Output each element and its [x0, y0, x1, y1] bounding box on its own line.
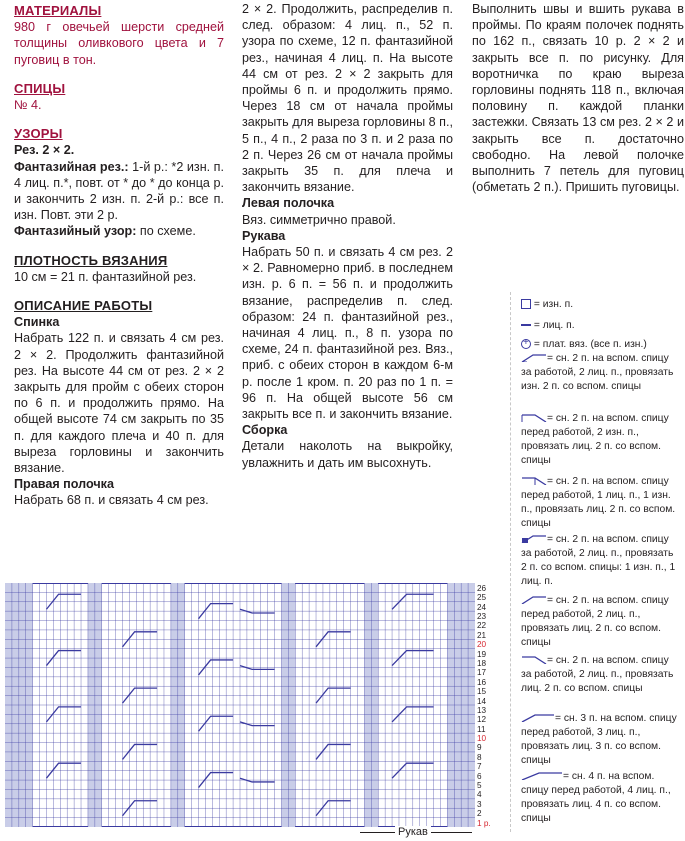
row-number: 3: [477, 799, 482, 809]
fancy-pattern-text: по схеме.: [139, 224, 196, 239]
knitting-chart: [5, 583, 475, 827]
cable-8-symbol-icon: [521, 772, 563, 780]
legend-cable-8: [521, 770, 681, 826]
row-number: 17: [477, 668, 487, 678]
materials-heading: МАТЕРИАЛЫ: [14, 3, 102, 18]
legend-cable-7: [521, 712, 681, 768]
fancy-pattern-paragraph: [14, 223, 224, 239]
legend-twisted: [521, 338, 681, 352]
row-number: 18: [477, 659, 487, 668]
legend-cable-4-text: = сн. 2 п. на вспом. спицу за работой, 2 лиц. п., провязать 2 п. со вспом. спицы: 1 изн. п., 1 лиц. п.: [521, 534, 676, 587]
legend-knit-text: = лиц. п.: [533, 320, 575, 331]
legend-cable-1-text: = сн. 2 п. на вспом. спицу за работой, 2 лиц. п., провязать изн. 2 п. со вспом. спицы: [521, 353, 674, 392]
cable-5-symbol-icon: [521, 596, 547, 604]
legend-cable-2: [521, 412, 681, 468]
column-3: [472, 1, 684, 195]
twisted-symbol-icon: [521, 339, 531, 349]
patterns-heading: УЗОРЫ: [14, 126, 63, 142]
knit-symbol-icon: [521, 324, 531, 326]
row-number: 1 р.: [477, 818, 491, 828]
legend-cable-6-text: = сн. 2 п. на вспом. спицу за работой, 2 лиц. п., провязать лиц. 2 п. со вспом. спицы: [521, 655, 674, 694]
legend-cable-5: [521, 594, 681, 650]
rib-title: Рез. 2 × 2.: [14, 143, 75, 158]
fancy-rib-paragraph: [14, 159, 224, 224]
legend-cable-5-text: = сн. 2 п. на вспом. спицу перед работой, 2 лиц. п., провязать лиц. 2 п. со вспом. спицы: [521, 595, 669, 648]
row-number: 7: [477, 762, 482, 772]
chart-legend: [510, 292, 678, 832]
back-text: Набрать 122 п. и связать 4 см рез. 2 × 2. Продолжить фантазийной рез. На высоте 44 см от рез. 2 × 2 закрыть для пройм с обеих сторон по 6 п. и продолжить прямо. На общей высоте 74 см закрыть по 35 п. для каждого плеча и 40 п. для выреза горловины и закончить вязание.: [14, 331, 224, 476]
fancy-rib-text: 1-й р.: *2 изн. п. 4 лиц. п.*, повт. от * до * до конца р. и закончить 2 изн. п. 2-й р.: все п. изн. Повт. эти 2 р.: [14, 159, 224, 223]
fancy-rib-label: Фантазийная рез.:: [14, 159, 129, 174]
legend-cable-7-text: = сн. 3 п. на вспом. спицу перед работой, 3 лиц. п., провязать лиц. 3 п. со вспом. спицы: [521, 713, 677, 766]
row-number: 6: [477, 771, 482, 781]
sleeve-label: Рукав: [395, 826, 431, 838]
needles-text: № 4.: [14, 98, 42, 113]
row-number: 5: [477, 781, 482, 790]
gauge-text: 10 см = 21 п. фантазийной рез.: [14, 269, 197, 284]
legend-cable-6: [521, 654, 681, 696]
row-number: 9: [477, 743, 482, 753]
sleeves-title: Рукава: [242, 228, 286, 243]
row-number: 20: [477, 640, 487, 650]
assembly-text-1: Детали наколоть на выкройку, увлажнить и дать им высохнуть.: [242, 439, 453, 470]
cable-2-symbol-icon: [521, 414, 547, 422]
legend-cable-1: [521, 352, 681, 394]
legend-cable-8-text: = сн. 4 п. на вспом. спицу перед работой, 4 лиц. п., провязать лиц. 4 п. со вспом. спицы: [521, 771, 671, 824]
row-number: 15: [477, 687, 487, 697]
needles-heading: СПИЦЫ: [14, 80, 66, 96]
row-number: 8: [477, 752, 482, 762]
row-number: 22: [477, 621, 487, 631]
left-front-text: Вяз. симметрично правой.: [242, 212, 396, 227]
row-number: 11: [477, 724, 486, 734]
left-front-title: Левая полочка: [242, 196, 335, 211]
row-number: 2: [477, 809, 482, 819]
purl-symbol-icon: [521, 299, 531, 309]
right-front-title: Правая полочка: [14, 477, 114, 492]
cable-7-symbol-icon: [521, 714, 555, 722]
materials-text: 980 г овечьей шерсти средней толщины оливкового цвета и 7 пуговиц в тон.: [14, 20, 224, 67]
legend-cable-2-text: = сн. 2 п. на вспом. спицу перед работой, 2 изн. п., провязать лиц. 2 п. со вспом. спицы: [521, 413, 669, 466]
row-number: 23: [477, 612, 487, 622]
row-number: 13: [477, 705, 487, 715]
cable-3-symbol-icon: [521, 477, 547, 485]
cable-4-symbol-icon: [521, 535, 547, 543]
assembly-title: Сборка: [242, 423, 288, 438]
row-number: 16: [477, 677, 487, 687]
row-number: 25: [477, 593, 487, 603]
row-number: 26: [477, 583, 487, 593]
fancy-pattern-label: Фантазийный узор:: [14, 224, 137, 239]
legend-cable-3: [521, 475, 681, 531]
column-1: [14, 3, 224, 509]
column-2: [242, 1, 453, 471]
right-front-text-2: 2 × 2. Продолжить, распределив п. след. образом: 4 лиц. п., 52 п. узора по схеме, 12 п. фантазийной рез., начиная 4 лиц. п. На высоте 44 см от рез. 2 × 2 закрыть для проймы 6 п. и продолжить прямо. Через 18 см от начала проймы закрыть для выреза горловины 8 п., 5 п., 4 п., 2 раза по 3 п. и 2 раза по 2 п. Через 26 см от начала проймы закрыть 35 п. для плеча и закончить вязание.: [242, 2, 453, 195]
legend-purl: [521, 298, 681, 312]
row-number: 4: [477, 790, 482, 800]
row-number: 14: [477, 696, 487, 706]
description-heading: ОПИСАНИЕ РАБОТЫ: [14, 298, 153, 314]
cable-1-symbol-icon: [521, 354, 547, 362]
legend-twisted-text: = плат. вяз. (все п. изн.): [533, 339, 647, 350]
row-number: 19: [477, 649, 487, 659]
sleeves-text: Набрать 50 п. и связать 4 см рез. 2 × 2. Равномерно приб. в последнем изн. р. 6 п. = 56 п. и продолжить вязание, распределив п. след. образом: 24 п. фантазийной рез., начиная 4 лиц. п., 8 п. узора по схеме, 24 п. фантазийной рез. Вяз., приб. с обеих сторон в каждом 6-м р. после 1 кром. п. 20 раз по 1 п. = 96 п. На общей высоте 56 см закрыть все п. и закончить вязание.: [242, 245, 453, 422]
row-number: 24: [477, 602, 487, 612]
cable-6-symbol-icon: [521, 656, 547, 664]
right-front-text-1: Набрать 68 п. и связать 4 см рез.: [14, 493, 209, 508]
legend-cable-4: [521, 533, 681, 589]
gauge-heading: ПЛОТНОСТЬ ВЯЗАНИЯ: [14, 252, 168, 268]
assembly-text-2: Выполнить швы и вшить рукава в проймы. По краям полочек поднять по 162 п., связать 10 р. 2 × 2 и закрыть все п. по рисунку. Для воротничка по краю выреза горловины поднять 118 п., включая половину п. каждой планки застежки. Связать 13 см рез. 2 × 2 и закрыть все п. достаточно свободно. На левой полочке выполнить 7 петель для пуговиц (обметать 2 п.). Пришить пуговицы.: [472, 2, 684, 195]
row-number: 12: [477, 715, 487, 725]
row-number: 21: [477, 630, 487, 640]
row-number: 10: [477, 734, 487, 744]
legend-purl-text: = изн. п.: [533, 299, 574, 310]
legend-knit: [521, 319, 681, 333]
legend-cable-3-text: = сн. 2 п. на вспом. спицу перед работой, 1 лиц. п., 1 изн. п., провязать лиц. 2 п. со вспом. спицы: [521, 476, 676, 529]
back-title: Спинка: [14, 315, 60, 330]
